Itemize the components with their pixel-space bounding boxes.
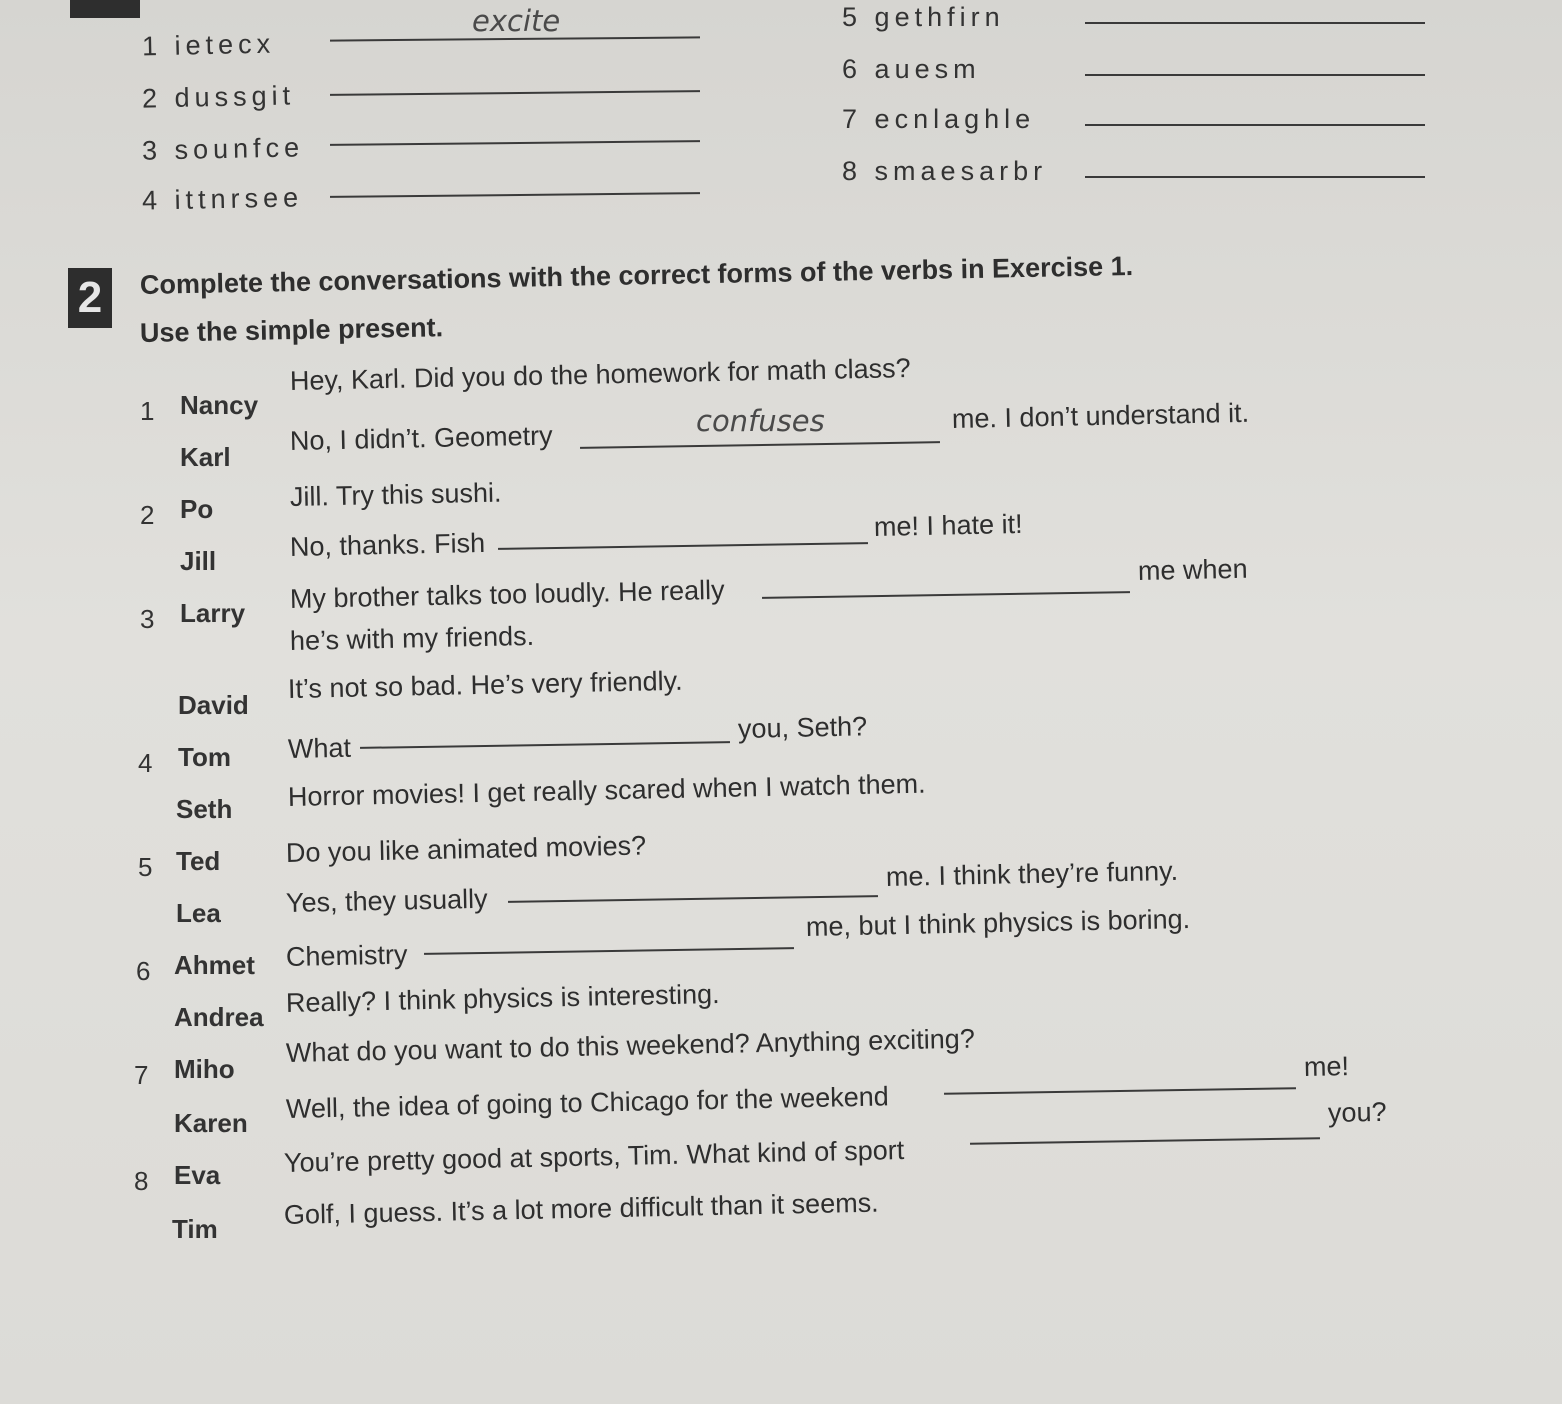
line-andrea: Really? I think physics is interesting. <box>285 978 720 1018</box>
ex1-item-7: 7 ecnlaghle <box>842 104 1036 134</box>
item-number-6: 6 <box>136 956 151 986</box>
ex1-answer-line-8[interactable] <box>1085 176 1425 178</box>
line-po: Jill. Try this sushi. <box>289 477 502 512</box>
speaker-seth: Seth <box>176 794 233 824</box>
line-ted: Do you like animated movies? <box>285 830 647 868</box>
line-karen-before: Well, the idea of going to Chicago for the weekend <box>285 1081 890 1124</box>
speaker-miho: Miho <box>174 1054 235 1084</box>
answer-line-2[interactable] <box>498 542 868 550</box>
line-seth: Horror movies! I get really scared when I watch them. <box>287 768 926 812</box>
line-karl-after: me. I don’t understand it. <box>951 397 1250 434</box>
line-lea-after: me. I think they’re funny. <box>885 855 1179 892</box>
instruction-line-2: Use the simple present. <box>139 312 444 348</box>
speaker-david: David <box>178 690 249 720</box>
ex1-item-6: 6 auesm <box>842 54 981 84</box>
speaker-tom: Tom <box>178 742 231 772</box>
ex1-answer-line-7[interactable] <box>1085 124 1425 126</box>
answer-line-8[interactable] <box>970 1137 1320 1144</box>
line-tom-before: What <box>287 732 352 764</box>
speaker-andrea: Andrea <box>174 1002 264 1032</box>
item-number-1: 1 <box>140 396 155 426</box>
line-tom-after: you, Seth? <box>737 711 868 744</box>
ex1-answer-line-2[interactable] <box>330 90 700 96</box>
item-number-8: 8 <box>134 1166 149 1196</box>
speaker-ted: Ted <box>176 846 221 876</box>
line-eva-after: you? <box>1327 1096 1387 1128</box>
answer-line-1[interactable] <box>580 441 940 449</box>
ex1-answer-line-3[interactable] <box>330 140 700 146</box>
speaker-karl: Karl <box>180 442 231 472</box>
ex1-answer-line-6[interactable] <box>1085 74 1425 76</box>
answer-1-confuses: confuses <box>696 404 825 438</box>
item-number-4: 4 <box>138 748 153 778</box>
answer-line-3[interactable] <box>762 591 1130 599</box>
speaker-nancy: Nancy <box>180 390 259 420</box>
ex1-item-8: 8 smaesarbr <box>842 156 1048 186</box>
item-number-5: 5 <box>138 852 153 882</box>
answer-line-6[interactable] <box>424 947 794 955</box>
line-eva-before: You’re pretty good at sports, Tim. What kind of sport <box>283 1135 905 1178</box>
line-ahmet-before: Chemistry <box>285 939 408 972</box>
speaker-tim: Tim <box>172 1214 218 1244</box>
speaker-lea: Lea <box>176 898 221 928</box>
line-karen-after: me! <box>1303 1051 1350 1082</box>
line-jill-after: me! I hate it! <box>873 508 1023 542</box>
answer-line-7[interactable] <box>944 1087 1296 1095</box>
line-nancy: Hey, Karl. Did you do the homework for math class? <box>289 353 911 396</box>
ex1-item-2: 2 dussgit <box>141 80 296 114</box>
line-larry-cont: he’s with my friends. <box>289 620 535 656</box>
ex1-answer-line-4[interactable] <box>330 192 700 198</box>
ex1-item-3: 3 sounfce <box>141 132 305 166</box>
line-lea-before: Yes, they usually <box>285 883 488 918</box>
speaker-larry: Larry <box>180 598 246 628</box>
ex1-item-1: 1 ietecx <box>141 28 276 62</box>
answer-line-4[interactable] <box>360 741 730 749</box>
ex1-answer-line-5[interactable] <box>1085 22 1425 24</box>
line-jill-before: No, thanks. Fish <box>289 527 486 562</box>
speaker-jill: Jill <box>180 546 217 576</box>
line-miho: What do you want to do this weekend? Anything exciting? <box>285 1023 976 1068</box>
line-david: It’s not so bad. He’s very friendly. <box>287 665 683 704</box>
ex1-item-5: 5 gethfirn <box>842 2 1005 32</box>
item-number-3: 3 <box>140 604 155 634</box>
line-tim: Golf, I guess. It’s a lot more difficult than it seems. <box>283 1187 879 1230</box>
exercise-number-badge: 2 <box>68 268 112 328</box>
answer-line-5[interactable] <box>508 895 878 903</box>
speaker-karen: Karen <box>174 1108 248 1138</box>
page-corner-tab <box>70 0 140 18</box>
item-number-7: 7 <box>134 1060 149 1090</box>
line-karl-before: No, I didn’t. Geometry <box>289 420 553 456</box>
line-ahmet-after: me, but I think physics is boring. <box>805 903 1191 942</box>
speaker-po: Po <box>180 494 214 524</box>
line-larry-after: me when <box>1137 553 1248 586</box>
item-number-2: 2 <box>140 500 155 530</box>
ex1-answer-1: excite <box>472 4 561 38</box>
speaker-eva: Eva <box>174 1160 221 1190</box>
instruction-line-1: Complete the conversations with the correct forms of the verbs in Exercise 1. <box>139 250 1134 300</box>
line-larry-before: My brother talks too loudly. He really <box>289 574 725 614</box>
speaker-ahmet: Ahmet <box>174 950 255 980</box>
ex1-item-4: 4 ittnrsee <box>141 182 304 216</box>
